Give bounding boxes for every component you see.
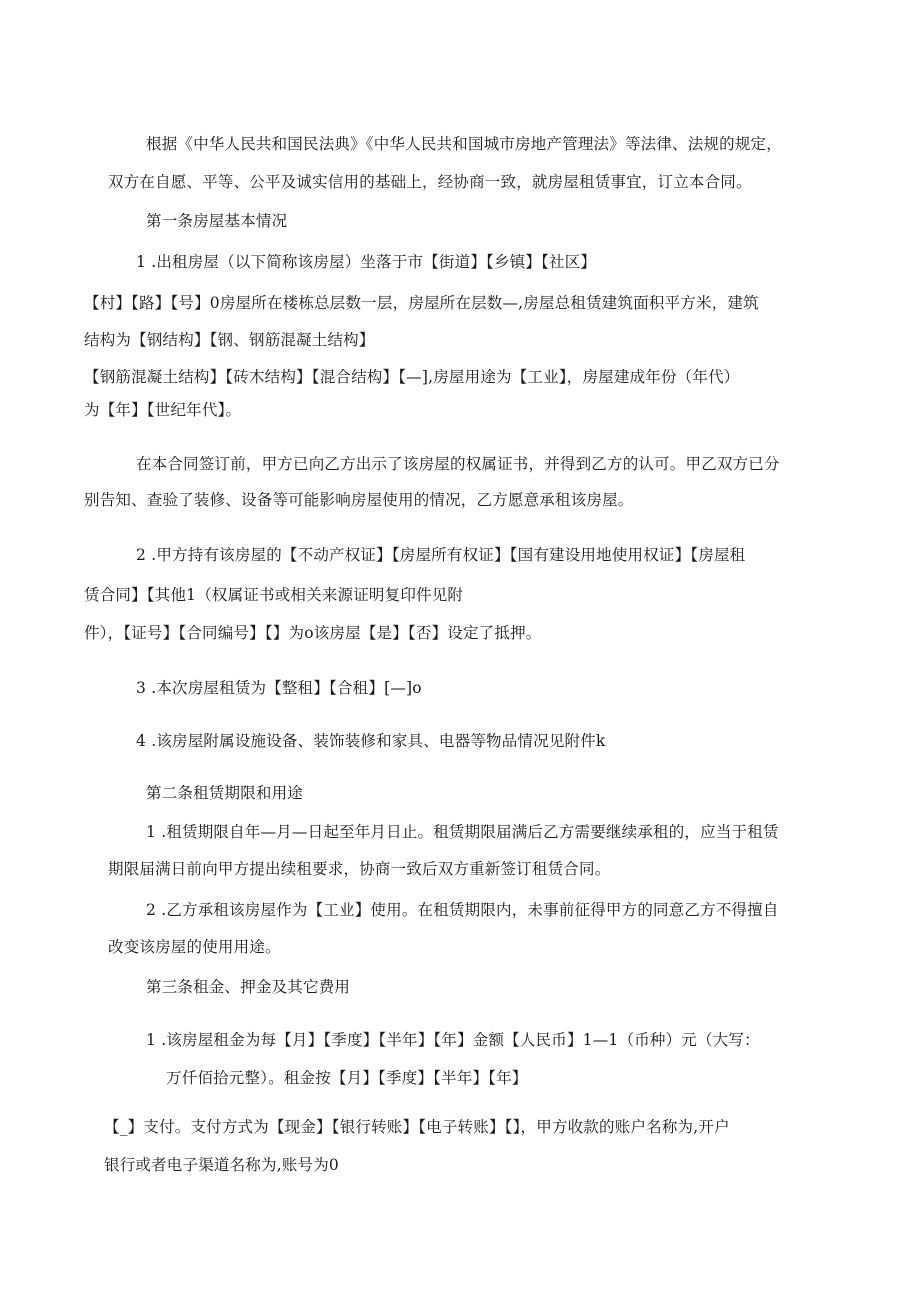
ownership-notice-line-1: 在本合同签订前，甲方已向乙方出示了该房屋的权属证书，并得到乙方的认可。甲乙双方已分	[136, 455, 780, 473]
article-1-item-3: 3 .本次房屋租赁为【整租】【合租】[—]o	[136, 679, 422, 697]
article-1-heading: 第一条房屋基本情况	[146, 212, 288, 230]
article-1-item-1-line-3: 结构为【钢结构】【钢、钢筋混凝土结构】	[84, 331, 375, 349]
article-2-heading: 第二条租赁期限和用途	[146, 784, 304, 802]
preamble-line-2: 双方在自愿、平等、公平及诚实信用的基础上，经协商一致，就房屋租赁事宜，订立本合同。	[108, 173, 752, 191]
article-3-item-1-line-2: 万仟佰拾元整）。租金按【月】【季度】【半年】【年】	[166, 1069, 528, 1087]
article-1-item-1-line-1: 1 .出租房屋（以下简称该房屋）坐落于市【街道】【乡镇】【社区】	[136, 253, 597, 271]
article-1-item-1-line-2: 【村】【路】【号】0房屋所在楼栋总层数一层，房屋所在层数—,房屋总租赁建筑面积平方米，建筑	[84, 294, 759, 312]
article-2-item-2-line-1: 2 .乙方承租该房屋作为【工业】使用。在租赁期限内，未事前征得甲方的同意乙方不得擅自	[146, 901, 779, 919]
article-2-item-1-line-1: 1 .租赁期限自年—月—日起至年月日止。租赁期限届满后乙方需要继续承租的，应当于租赁	[146, 823, 779, 841]
article-1-item-2-line-2: 赁合同】【其他1（权属证书或相关来源证明复印件见附	[84, 586, 464, 604]
article-2-item-1-line-2: 期限届满日前向甲方提出续租要求，协商一致后双方重新签订租赁合同。	[108, 860, 611, 878]
ownership-notice-line-2: 别告知、查验了装修、设备等可能影响房屋使用的情况，乙方愿意承租该房屋。	[84, 491, 634, 509]
article-3-item-1-line-4: 银行或者电子渠道名称为,账号为0	[104, 1156, 339, 1174]
article-3-item-1-line-1: 1 .该房屋租金为每【月】【季度】【半年】【年】金额【人民币】1—1（币种）元（大写：	[146, 1031, 760, 1049]
preamble-line-1: 根据《中华人民共和国民法典》《中华人民共和国城市房地产管理法》等法律、法规的规定，	[146, 135, 782, 153]
article-3-heading: 第三条租金、押金及其它费用	[146, 978, 351, 996]
article-1-item-1-line-5: 为【年】【世纪年代】。	[84, 401, 242, 419]
article-2-item-2-line-2: 改变该房屋的使用用途。	[108, 938, 281, 956]
article-1-item-4: 4 .该房屋附属设施设备、装饰装修和家具、电器等物品情况见附件k	[136, 732, 606, 750]
article-3-item-1-line-3: 【_】支付。支付方式为【现金】【银行转账】【电子转账】【】，甲方收款的账户名称为,开户	[104, 1118, 730, 1136]
article-1-item-2-line-1: 2 .甲方持有该房屋的【不动产权证】【房屋所有权证】【国有建设用地使用权证】【房屋租	[136, 546, 746, 564]
article-1-item-1-line-4: 【钢筋混凝土结构】【砖木结构】【混合结构】【—],房屋用途为【工业】，房屋建成年份（年代）	[84, 368, 740, 386]
article-1-item-2-line-3: 件），【证号】【合同编号】【】为o该房屋【是】【否】设定了抵押。	[84, 624, 542, 642]
